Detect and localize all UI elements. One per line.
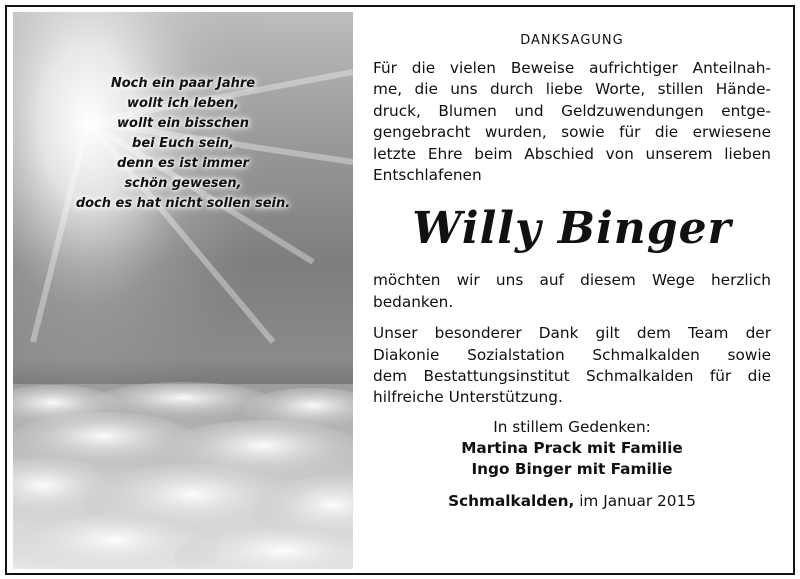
poem-line: denn es ist immer (117, 156, 249, 171)
poem-line: wollt ein bisschen (117, 116, 249, 131)
intro-line: letzte Ehre beim Abschied von unserem lieben (373, 144, 771, 163)
thanks-line: bedanken. (373, 292, 454, 311)
place-date (373, 492, 771, 510)
poem-line: Noch ein paar Jahre (110, 76, 256, 91)
intro-line: gengebracht wurden, sowie für die erwiesene (373, 123, 771, 142)
intro-line: me, die uns durch liebe Worte, stillen Hände- (373, 80, 771, 99)
date: im Januar 2015 (579, 491, 696, 510)
thanks-line: möchten wir uns auf diesem Wege herzlich (373, 271, 771, 290)
special-line: Unser besonderer Dank gilt dem Team der (373, 324, 771, 343)
poem-line: doch es hat nicht sollen sein. (75, 196, 291, 211)
thanks-paragraph (373, 270, 771, 313)
sky-clouds-photo (13, 12, 353, 569)
special-line: hilfreiche Unterstützung. (373, 388, 563, 407)
memorial-poem (33, 74, 333, 214)
intro-line: Für die vielen Beweise aufrichtiger Anteilnah- (373, 59, 771, 77)
intro-line: druck, Blumen und Geldzuwendungen entge- (373, 101, 771, 120)
place: Schmalkalden, (448, 491, 575, 510)
notice-heading: DANKSAGUNG (520, 33, 624, 48)
obituary-card (5, 5, 795, 575)
poem-line: wollt ich leben, (126, 96, 240, 111)
memorial-phrase: In stillem Gedenken: (493, 417, 651, 436)
poem-line: bei Euch sein, (132, 136, 234, 151)
deceased-name: Willy Binger (412, 203, 732, 255)
family-name-2: Ingo Binger mit Familie (471, 459, 673, 478)
special-thanks-paragraph (373, 323, 771, 409)
signature-block (373, 417, 771, 480)
family-name-1: Martina Prack mit Familie (461, 438, 683, 457)
special-line: Diakonie Sozialstation Schmalkalden sowie (373, 345, 771, 364)
notice-text (373, 33, 771, 510)
poem-line: schön gewesen, (124, 176, 242, 191)
special-line: dem Bestattungsinstitut Schmalkalden für die (373, 367, 771, 386)
intro-paragraph (373, 58, 771, 186)
intro-line: Entschlafenen (373, 166, 482, 185)
